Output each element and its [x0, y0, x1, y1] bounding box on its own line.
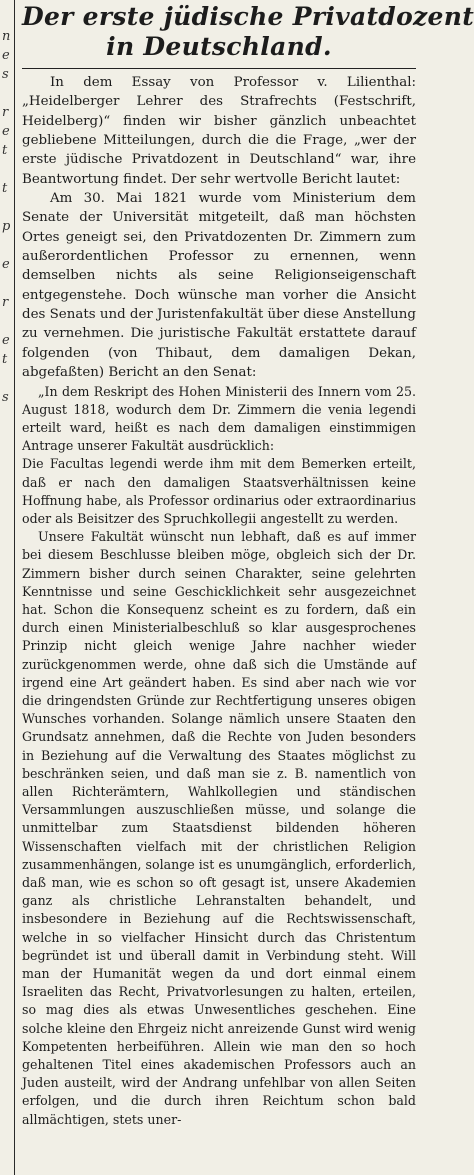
margin-fragment: e	[2, 124, 10, 139]
margin-fragment: t	[2, 181, 8, 196]
margin-fragment: s	[2, 390, 9, 405]
margin-fragment: e	[2, 48, 10, 63]
margin-fragment: s	[2, 67, 9, 82]
report-quote-opening: „In dem Reskript des Hohen Ministerii des Innern vom 25. August 1818, wodurch dem Dr. Zimmern die venia legendi erteilt ward, heißt es nach dem damaligen einstimmigen Antrage unserer Fakultät ausdrücklich:	[22, 383, 416, 454]
article-headline	[22, 2, 474, 62]
headline-rule	[22, 68, 416, 69]
margin-fragment: r	[2, 295, 9, 310]
margin-fragment: t	[2, 352, 8, 367]
body-paragraph: Am 30. Mai 1821 wurde vom Ministerium dem Senate der Universität mitgeteilt, daß man höchsten Ortes geneigt sei, den Privatdozenten Dr. Zimmern zum außerordentlichen Professor zu ernennen, wenn demselben nichts als seine Religionseigenschaft entgegenstehe. Doch wünsche man vorher die Ansicht des Senats und der Juristenfakultät über diese Anstellung zu vernehmen. Die juristische Fakultät erstattete darauf folgenden (von Thibaut, dem damaligen Dekan, abgefaßten) Bericht an den Senat:	[22, 191, 416, 381]
margin-fragment: t	[2, 143, 8, 158]
margin-fragment: n	[2, 29, 11, 44]
intro-paragraph: In dem Essay von Professor v. Lilienthal: „Heidelberger Lehrer des Strafrechts (Festschrift, Heidelberg)“ finden wir bisher gänzlich unbeachtet gebliebene Mitteilungen, durch die die Frage, „wer der erste jüdische Privatdozent in Deutschland“ war, ihre Beantwortung findet. Der sehr wertvolle Bericht lautet:	[22, 75, 416, 187]
margin-fragment: e	[2, 333, 10, 348]
margin-fragment: r	[2, 105, 9, 120]
article	[22, 0, 474, 1175]
report-quote-body: Unsere Fakultät wünscht nun lebhaft, daß es auf immer bei diesem Beschlusse bleiben möge, obgleich sich der Dr. Zimmern bisher durch seinen Charakter, seine gelehrten Kenntnisse und seine Geschicklichkeit sehr ausgezeichnet hat. Schon die Konsequenz scheint es zu fordern, daß ein durch einen Ministerialbeschluß so klar ausgesprochenes Prinzip nicht gleich wenige Jahre nachher wieder zurückgenommen werde, ohne daß sich die Umstände auf irgend eine Art geändert haben. Es sind aber nach wie vor die dringendsten Gründe zur Rechtfertigung unseres obigen Wunsches vorhanden. Solange nämlich unsere Staaten den Grundsatz annehmen, daß die Rechte von Juden besonders in Beziehung auf die Verwaltung des Staates möglichst zu beschränken seien, und daß man sie z. B. namentlich von allen Richterämtern, Wahlkollegien und ständischen Versammlungen auszuschließen müsse, und solange die unmittelbar zum Staatsdienst bildenden höheren Wissenschaften vielfach mit der christlichen Religion zusammenhängen, solange ist es unumgänglich, erforderlich, daß man, wie es schon so oft gesagt ist, unsere Akademien ganz als christliche Lehranstalten behandelt, und insbesondere in Beziehung auf die Rechtswissenschaft, welche in so vielfacher Hinsicht durch das Christentum begründet ist und überall damit in Verbindung steht. Will man der Humanität wegen da und dort einmal einem Israeliten das Recht, Privatvorlesungen zu halten, erteilen, so mag dies als etwas Unwesentliches geschehen. Eine solche kleine den Ehrgeiz nicht anreizende Gunst wird wenig Kompetenten herbeiführen. Allein wie man den so hoch gehaltenen Titel eines akademischen Professors auch an Juden austeilt, wird der Andrang unfehlbar von allen Seiten erfolgen, und die durch ihren Reichtum schon bald allmächtigen, stets uner-	[22, 529, 416, 1127]
margin-fragment: e	[2, 257, 10, 272]
margin-fragment: p	[2, 219, 11, 234]
headline-line-1: Der erste jüdische Privatdozent	[22, 2, 474, 31]
headline-line-2: in Deutschland.	[106, 32, 332, 61]
adjacent-column-fragment	[0, 0, 15, 1175]
report-quote-citation: Die Facultas legendi werde ihm mit dem Bemerken erteilt, daß er nach den damaligen Staatsverhältnissen keine Hoffnung habe, als Professor ordinarius oder extraordinarius oder als Beisitzer des Spruchkollegii angestellt zu werden.	[22, 456, 416, 526]
